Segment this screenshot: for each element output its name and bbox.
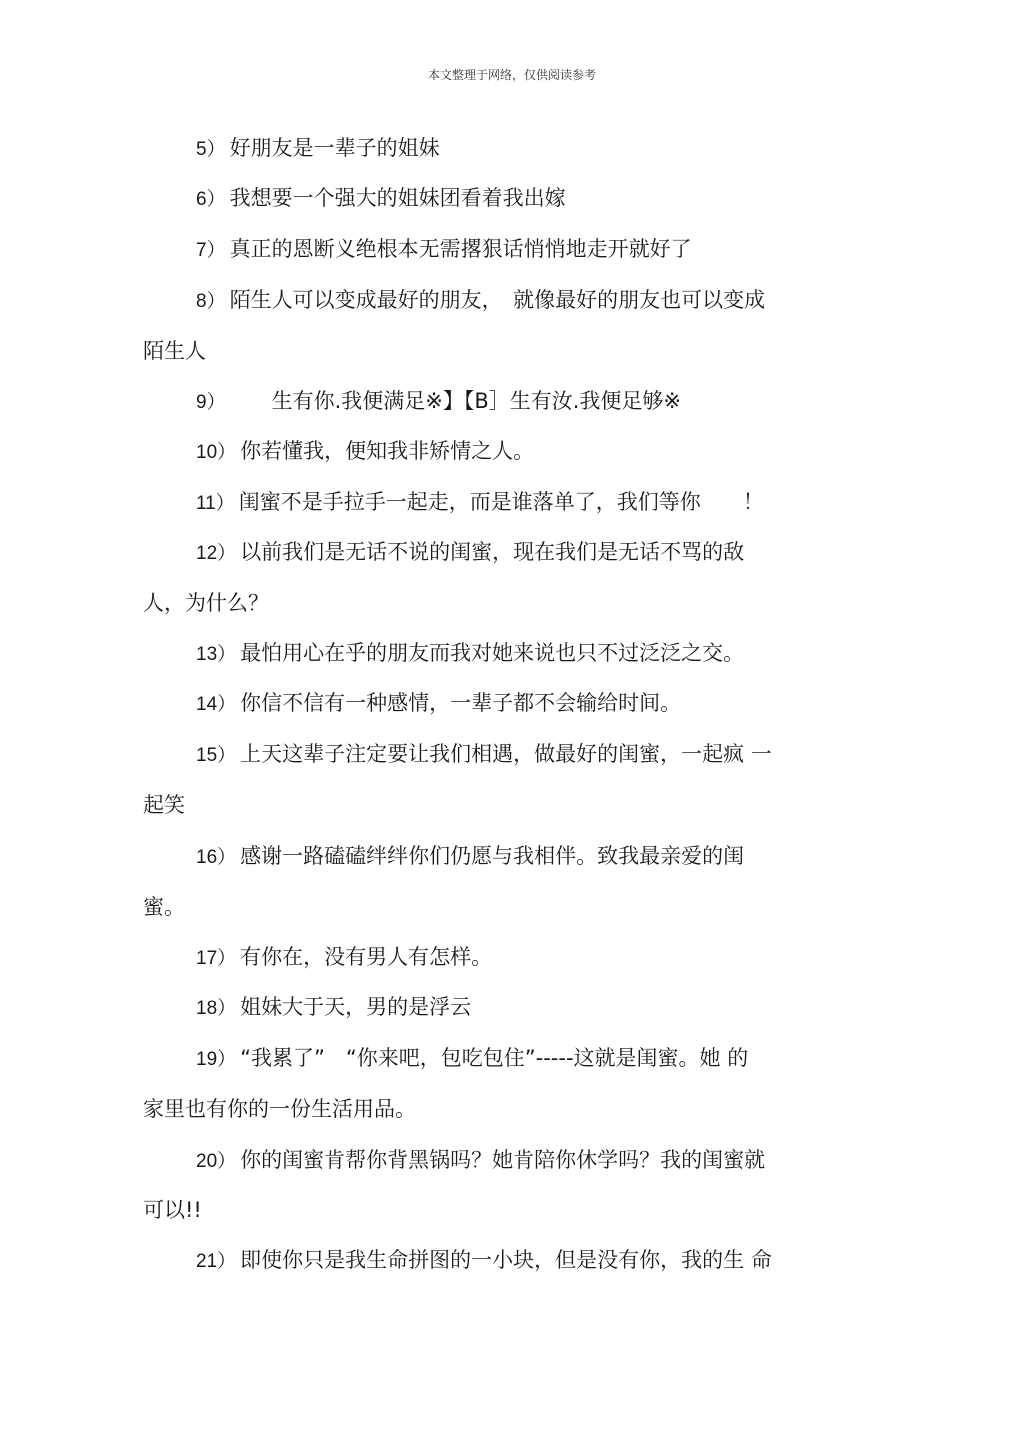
list-item-continuation [143, 338, 206, 364]
list-item [196, 438, 534, 466]
list-item [196, 741, 772, 769]
list-item [196, 539, 744, 567]
list-item-continuation [143, 1197, 202, 1223]
item-number: 19） [196, 1049, 237, 1070]
item-text: 人，为什么？ [143, 591, 269, 615]
item-text: 蜜。 [143, 895, 185, 919]
item-number: 16） [196, 847, 237, 868]
item-text: 真正的恩断义绝根本无需撂狠话悄悄地走开就好了 [229, 237, 692, 261]
list-item [196, 185, 566, 213]
list-item [196, 1147, 765, 1175]
item-text: “我累了” “你来吧，包吃包住”-----这就是闺蜜。她 的 [240, 1046, 749, 1070]
list-item [196, 690, 681, 718]
list-item [196, 640, 744, 668]
list-item-continuation [143, 1096, 416, 1122]
list-item [196, 1045, 748, 1073]
item-text: 你的闺蜜肯帮你背黑锅吗？她肯陪你休学吗？我的闺蜜就 [240, 1148, 766, 1172]
item-text: 陌生人 [143, 339, 206, 363]
item-text: 陌生人可以变成最好的朋友， 就像最好的朋友也可以变成 [229, 288, 766, 312]
item-text: 可以!! [143, 1198, 202, 1222]
item-number: 13） [196, 644, 237, 665]
item-number: 10） [196, 442, 237, 463]
item-number: 21） [196, 1251, 237, 1272]
list-item [196, 994, 471, 1022]
list-item-continuation [143, 792, 185, 818]
list-item-continuation [143, 590, 269, 616]
item-text: 感谢一路磕磕绊绊你们仍愿与我相伴。致我最亲爱的闺 [240, 844, 745, 868]
item-number: 18） [196, 998, 237, 1019]
item-text: 你信不信有一种感情，一辈子都不会输给时间。 [240, 691, 682, 715]
item-text: 即使你只是我生命拼图的一小块，但是没有你，我的生 命 [240, 1248, 772, 1272]
list-item [196, 1247, 772, 1275]
item-text: 你若懂我，便知我非矫情之人。 [240, 439, 535, 463]
page-header: 本文整理于网络，仅供阅读参考 [427, 68, 596, 82]
item-text: 我想要一个强大的姐妹团看着我出嫁 [229, 186, 566, 210]
item-text: 好朋友是一辈子的姐妹 [229, 136, 440, 160]
list-item [196, 236, 692, 264]
list-item [196, 843, 744, 871]
item-number: 12） [196, 543, 237, 564]
list-item [196, 135, 440, 163]
item-number: 8） [196, 291, 226, 312]
item-text: 家里也有你的一份生活用品。 [143, 1097, 416, 1121]
item-number: 7） [196, 240, 226, 261]
list-item [196, 944, 492, 972]
item-number: 9） [196, 392, 226, 413]
item-text: 闺蜜不是手拉手一起走，而是谁落单了，我们等你 ！ [238, 490, 764, 514]
item-number: 5） [196, 139, 226, 160]
item-text: 有你在，没有男人有怎样。 [240, 945, 493, 969]
item-text: 起笑 [143, 793, 185, 817]
list-item [196, 287, 765, 315]
list-item [196, 388, 681, 416]
item-number: 17） [196, 948, 237, 969]
item-number: 20） [196, 1151, 237, 1172]
list-item [196, 489, 764, 517]
item-text: 最怕用心在乎的朋友而我对她来说也只不过泛泛之交。 [240, 641, 745, 665]
item-text: 以前我们是无话不说的闺蜜，现在我们是无话不骂的敌 [240, 540, 745, 564]
item-number: 11） [196, 493, 235, 514]
list-item-continuation [143, 894, 185, 920]
item-number: 6） [196, 189, 226, 210]
item-number: 14） [196, 694, 237, 715]
item-text: 上天这辈子注定要让我们相遇，做最好的闺蜜，一起疯 一 [240, 742, 772, 766]
item-number: 15） [196, 745, 237, 766]
item-text: 姐妹大于天，男的是浮云 [240, 995, 472, 1019]
item-text: 生有你.我便满足※】【B］生有汝.我便足够※ [229, 389, 682, 413]
